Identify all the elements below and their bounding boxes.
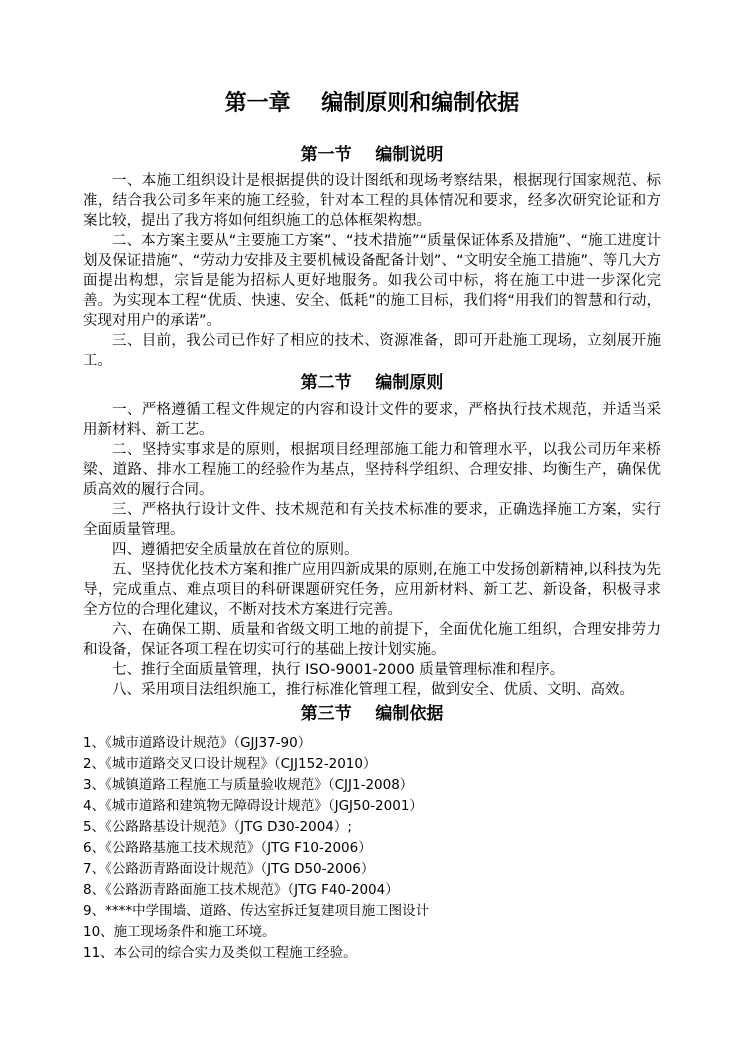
list-item: 3、《城镇道路工程施工与质量验收规范》（CJJ1-2008） — [83, 777, 414, 793]
chapter-title: 第一章 编制原则和编制依据 — [224, 91, 520, 116]
section-title-principles: 第二节 编制原则 — [300, 373, 444, 393]
basis-list — [83, 733, 661, 964]
paragraph: 二、本方案主要从“主要施工方案”、“技术措施”“质量保证体系及措施”、“施工进度计划及保证措施”、“劳动力安排及主要机械设备配备计划”、“文明安全施工措施”、等几大方面提出构想，宗旨是能为招标人更好地服务。如我公司中标，将在施工中进一步深化完善。为实现本工程“优质、快速、安全、低耗”的施工目标，我们将“用我们的智慧和行动，实现对用户的承诺”。 — [83, 233, 661, 329]
paragraph: 五、坚持优化技术方案和推广应用四新成果的原则,在施工中发扬创新精神,以科技为先导，完成重点、难点项目的科研课题研究任务，应用新材料、新工艺、新设备，积极寻求全方位的合理化建议，不断对技术方案进行完善。 — [83, 562, 661, 618]
paragraph: 四、遵循把安全质量放在首位的原则。 — [112, 542, 359, 558]
paragraph: 六、在确保工期、质量和省级文明工地的前提下，全面优化施工组织，合理安排劳力和设备，保证各项工程在切实可行的基础上按计划实施。 — [83, 622, 661, 658]
section-title-explanation: 第一节 编制说明 — [300, 145, 444, 165]
list-item: 9、****中学围墙、道路、传达室拆迁复建项目施工图设计 — [83, 903, 430, 919]
list-item: 4、《城市道路和建筑物无障碍设计规范》（JGJ50-2001） — [83, 798, 423, 814]
list-item: 8、《公路沥青路面施工技术规范》（JTG F40-2004） — [83, 882, 399, 898]
list-item: 10、施工现场条件和施工环境。 — [83, 924, 276, 940]
paragraph: 七、推行全面质量管理，执行 ISO-9001-2000 质量管理标准和程序。 — [112, 662, 565, 678]
list-item: 2、《城市道路交叉口设计规程》（CJJ152-2010） — [83, 756, 377, 772]
section-body-principles — [83, 400, 661, 700]
list-item: 11、本公司的综合实力及类似工程施工经验。 — [83, 945, 357, 961]
list-item: 1、《城市道路设计规范》（GJJ37-90） — [83, 735, 312, 751]
list-item: 5、《公路路基设计规范》（JTG D30-2004）; — [83, 819, 352, 835]
paragraph: 一、严格遵循工程文件规定的内容和设计文件的要求，严格执行技术规范，并适当采用新材料、新工艺。 — [83, 402, 661, 438]
paragraph: 三、严格执行设计文件、技术规范和有关技术标准的要求，正确选择施工方案，实行全面质量管理。 — [83, 502, 661, 538]
paragraph: 一、本施工组织设计是根据提供的设计图纸和现场考察结果，根据现行国家规范、标准，结合我公司多年来的施工经验，针对本工程的具体情况和要求，经多次研究论证和方案比较，提出了我方将如何组织施工的总体框架构想。 — [83, 173, 661, 229]
paragraph: 三、目前，我公司已作好了相应的技术、资源准备，即可开赴施工现场，立刻展开施工。 — [83, 333, 661, 369]
paragraph: 八、采用项目法组织施工，推行标准化管理工程，做到安全、优质、文明、高效。 — [112, 682, 634, 698]
list-item: 7、《公路沥青路面设计规范》（JTG D50-2006） — [83, 861, 375, 877]
list-item: 6、《公路路基施工技术规范》（JTG F10-2006） — [83, 840, 372, 856]
section-title-basis: 第三节 编制依据 — [300, 704, 444, 724]
paragraph: 二、坚持实事求是的原则，根据项目经理部施工能力和管理水平，以我公司历年来桥梁、道路、排水工程施工的经验作为基点，坚持科学组织、合理安排、均衡生产，确保优质高效的履行合同。 — [83, 442, 661, 498]
section-body-explanation — [83, 171, 661, 371]
